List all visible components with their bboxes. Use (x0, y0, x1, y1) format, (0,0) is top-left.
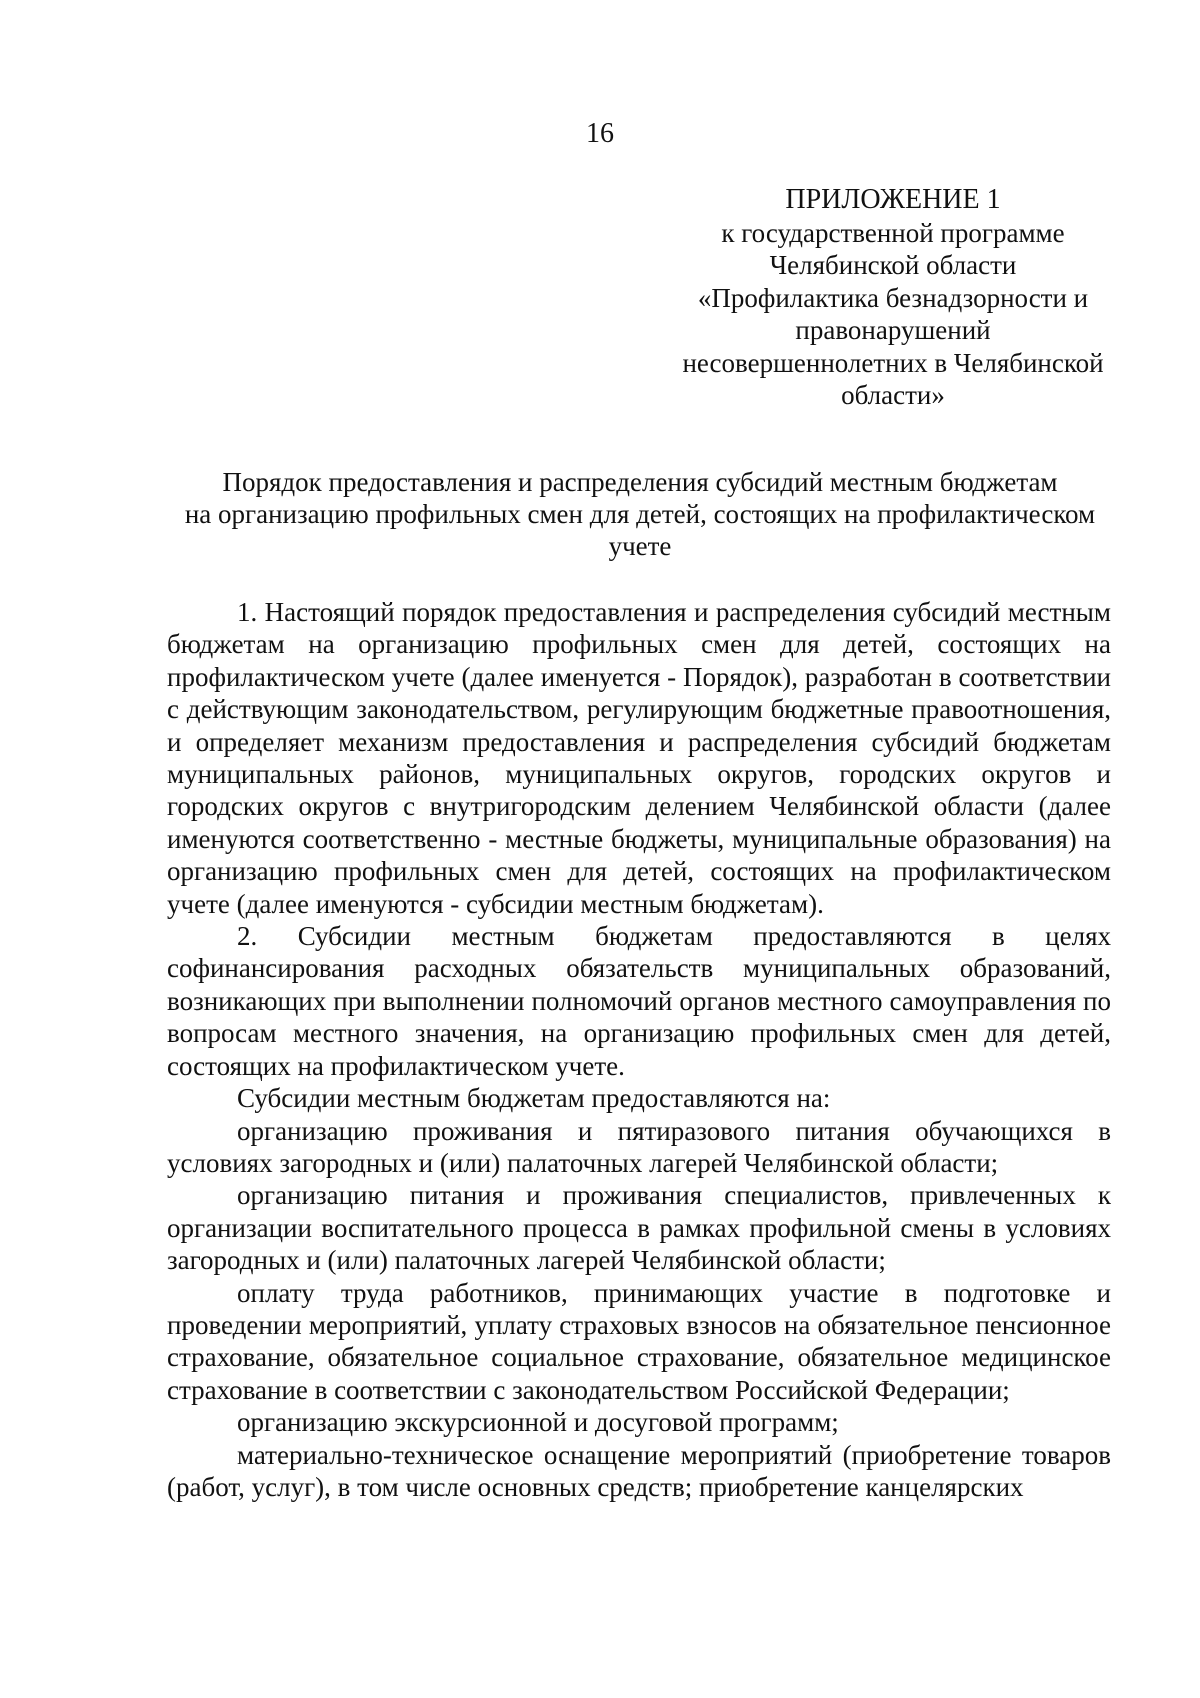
list-item: материально-техническое оснащение мероприятий (приобретение товаров (работ, услуг), в том числе основных средств; приобретение канцелярских (167, 1439, 1111, 1502)
paragraph-2: 2. Субсидии местным бюджетам предоставляются в целях софинансирования расходных обязательств муниципальных образований, возникающих при выполнении полномочий органов местного самоуправления по вопросам местного значения, на организацию профильных смен для детей, состоящих на профилактическом учете. (167, 921, 1111, 1081)
document-title-line: Порядок предоставления и распределения субсидий местным бюджетам (222, 467, 1058, 497)
appendix-line: к государственной программе (721, 217, 1065, 248)
document-body (167, 596, 1111, 1503)
paragraph-subsidies-intro: Субсидии местным бюджетам предоставляются на: (237, 1083, 831, 1114)
list-item: организацию экскурсионной и досуговой программ; (237, 1407, 839, 1438)
document-title-line: учете (608, 531, 672, 561)
document-title (160, 466, 1120, 562)
list-item: организацию питания и проживания специалистов, привлеченных к организации воспитательного процесса в рамках профильной смены в условиях загородных и (или) палаточных лагерей Челябинской области; (167, 1180, 1111, 1276)
list-item: организацию проживания и пятиразового питания обучающихся в условиях загородных и (или) палаточных лагерей Челябинской области; (167, 1115, 1111, 1178)
appendix-line: Челябинской области (769, 250, 1017, 280)
appendix-header (673, 184, 1113, 412)
page-number: 16 (586, 118, 614, 149)
appendix-line: правонарушений (795, 315, 991, 345)
document-title-line: на организацию профильных смен для детей, состоящих на профилактическом (184, 499, 1096, 529)
appendix-line: области» (841, 380, 945, 410)
appendix-line: несовершеннолетних в Челябинской (682, 347, 1104, 378)
appendix-line: «Профилактика безнадзорности и (697, 282, 1089, 313)
list-item: оплату труда работников, принимающих участие в подготовке и проведении мероприятий, уплату страховых взносов на обязательное пенсионное страхование, обязательное социальное страхование, обязательное медицинское страхование в соответствии с законодательством Российской Федерации; (167, 1277, 1111, 1405)
paragraph-1: 1. Настоящий порядок предоставления и распределения субсидий местным бюджетам на организацию профильных смен для детей, состоящих на профилактическом учете (далее именуется - Порядок), разработан в соответствии с действующим законодательством, регулирующим бюджетные правоотношения, и определяет механизм предоставления и распределения субсидий бюджетам муниципальных районов, муниципальных округов, городских округов и городских округов с внутригородским делением Челябинской области (далее именуются соответственно - местные бюджеты, муниципальные образования) на организацию профильных смен для детей, состоящих на профилактическом учете (далее именуются - субсидии местным бюджетам). (167, 597, 1111, 919)
appendix-title: ПРИЛОЖЕНИЕ 1 (785, 184, 1001, 215)
